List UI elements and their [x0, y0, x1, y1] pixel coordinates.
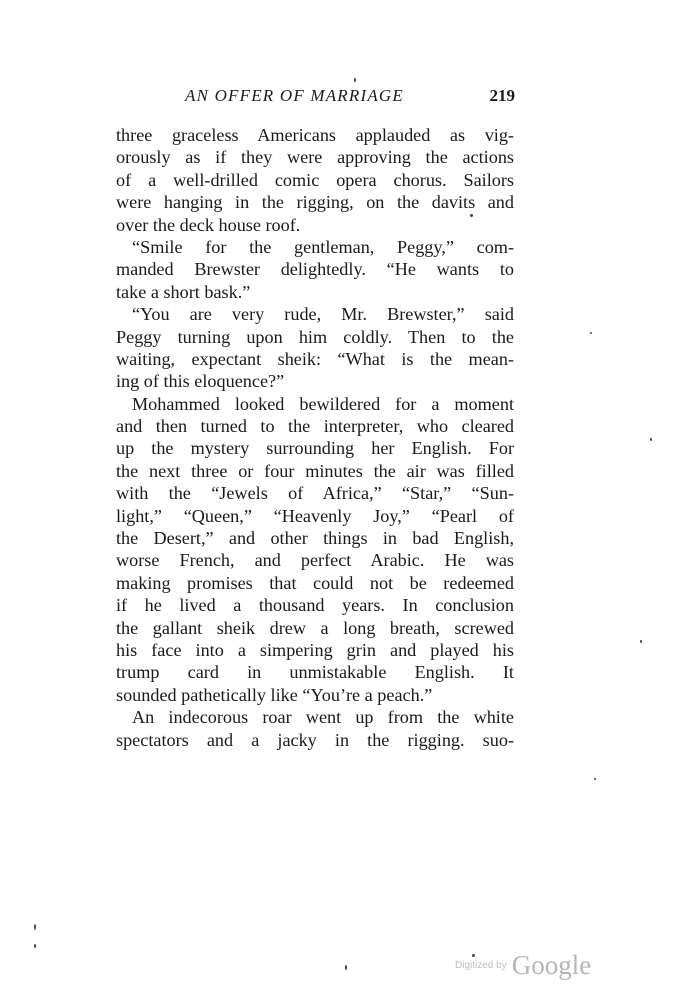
text-line: with the “Jewels of Africa,” “Star,” “Sun- — [116, 483, 514, 504]
text-line: Peggy turning upon him coldly. Then to the — [116, 326, 514, 347]
text-line: the gallant sheik drew a long breath, screwed — [116, 617, 514, 638]
running-title: AN OFFER OF MARRIAGE — [185, 86, 404, 105]
text-line: take a short bask.” — [116, 281, 251, 302]
text-line: the next three or four minutes the air was filled — [116, 460, 514, 481]
ink-speck — [594, 778, 596, 780]
text-line: trump card in unmistakable English. It — [116, 662, 514, 683]
text-line: orously as if they were approving the actions — [116, 147, 514, 168]
text-line: of a well-drilled comic opera chorus. Sailors — [116, 169, 514, 190]
text-line: sounded pathetically like “You’re a peach.” — [116, 684, 433, 705]
text-line: “You are very rude, Mr. Brewster,” said — [132, 304, 514, 325]
text-line: making promises that could not be redeemed — [116, 572, 514, 593]
ink-speck — [590, 332, 592, 334]
text-line: “Smile for the gentleman, Peggy,” com- — [132, 236, 514, 257]
text-line: if he lived a thousand years. In conclusion — [116, 595, 514, 616]
text-line: were hanging in the rigging, on the davits and — [116, 192, 514, 213]
ink-speck — [470, 214, 473, 217]
text-line: light,” “Queen,” “Heavenly Joy,” “Pearl of — [116, 505, 514, 526]
text-line: worse French, and perfect Arabic. He was — [116, 550, 514, 571]
ink-speck — [354, 78, 356, 82]
text-line: spectators and a jacky in the rigging. suo- — [116, 729, 514, 750]
text-line: An indecorous roar went up from the white — [132, 707, 514, 728]
body-text — [116, 124, 514, 751]
text-line: his face into a simpering grin and played his — [116, 639, 514, 660]
text-line: the Desert,” and other things in bad English, — [116, 528, 514, 549]
text-line: over the deck house roof. — [116, 214, 301, 235]
running-head — [185, 86, 515, 110]
page-number: 219 — [489, 86, 515, 105]
text-line: Mohammed looked bewildered for a moment — [132, 393, 514, 414]
ink-speck — [650, 438, 652, 441]
text-line: waiting, expectant sheik: “What is the mean- — [116, 348, 514, 369]
ink-speck — [34, 924, 36, 930]
text-line: and then turned to the interpreter, who cleared — [116, 416, 514, 437]
ink-speck — [345, 965, 347, 970]
watermark-prefix: Digitized by — [455, 960, 507, 971]
digitized-watermark — [455, 950, 591, 982]
text-line: ing of this eloquence?” — [116, 371, 285, 392]
text-line: three graceless Americans applauded as vig- — [116, 125, 514, 145]
ink-speck — [34, 944, 36, 948]
text-line: manded Brewster delightedly. “He wants to — [116, 259, 514, 280]
google-logo: Google — [511, 950, 592, 980]
ink-speck — [640, 640, 642, 643]
text-line: up the mystery surrounding her English. For — [116, 438, 514, 459]
